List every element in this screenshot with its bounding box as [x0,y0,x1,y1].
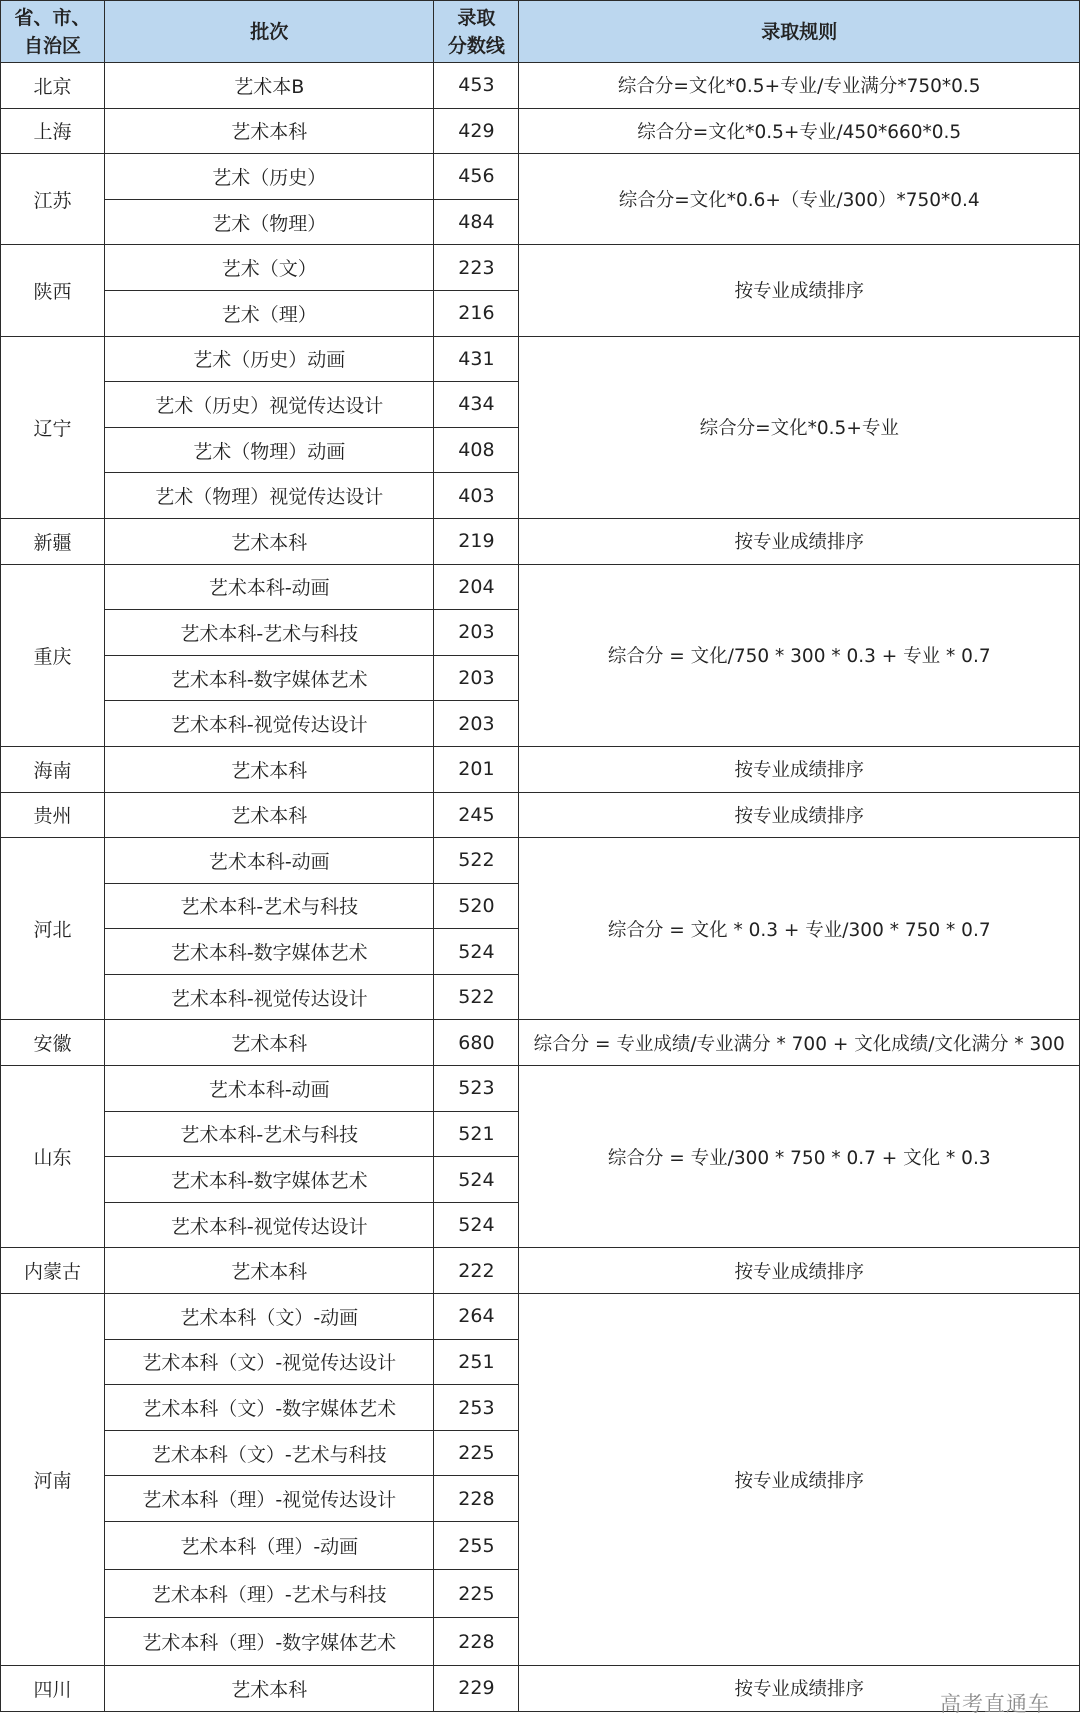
score-cell: 456 [434,154,519,200]
table-row [1,154,1080,200]
rule-cell: 综合分=文化*0.5+专业/450*660*0.5 [519,108,1080,154]
score-cell: 219 [434,518,519,564]
province-cell: 四川 [1,1666,105,1712]
table-row [1,518,1080,564]
rule-cell: 综合分 = 专业成绩/专业满分 * 700 + 文化成绩/文化满分 * 300 [519,1020,1080,1066]
rule-cell: 按专业成绩排序 [519,792,1080,838]
province-cell: 山东 [1,1066,105,1248]
rule-cell: 按专业成绩排序 [519,1666,1080,1712]
batch-cell: 艺术（物理）视觉传达设计 [105,473,434,519]
rule-cell: 按专业成绩排序 [519,518,1080,564]
batch-cell: 艺术（文） [105,245,434,291]
score-cell: 204 [434,564,519,610]
score-cell: 225 [434,1570,519,1618]
province-cell: 陕西 [1,245,105,336]
score-cell: 229 [434,1666,519,1712]
province-cell: 安徽 [1,1020,105,1066]
rule-cell: 按专业成绩排序 [519,245,1080,336]
table-header-row [1,1,1080,63]
batch-cell: 艺术（历史）动画 [105,336,434,382]
score-cell: 245 [434,792,519,838]
batch-cell: 艺术本科（理）-数字媒体艺术 [105,1618,434,1666]
score-cell: 524 [434,1157,519,1203]
province-cell: 北京 [1,63,105,109]
batch-cell: 艺术本科 [105,108,434,154]
score-cell: 521 [434,1111,519,1157]
batch-cell: 艺术本科（文）-视觉传达设计 [105,1339,434,1385]
province-cell: 江苏 [1,154,105,245]
score-cell: 228 [434,1618,519,1666]
province-cell: 新疆 [1,518,105,564]
table-row [1,746,1080,792]
table-body [1,63,1080,1712]
rule-cell: 按专业成绩排序 [519,1248,1080,1294]
header-score: 录取 分数线 [434,1,519,63]
batch-cell: 艺术本科-数字媒体艺术 [105,1157,434,1203]
batch-cell: 艺术（物理）动画 [105,427,434,473]
batch-cell: 艺术本科 [105,792,434,838]
table-row [1,108,1080,154]
province-cell: 海南 [1,746,105,792]
header-province: 省、市、 自治区 [1,1,105,63]
batch-cell: 艺术（理） [105,290,434,336]
score-cell: 429 [434,108,519,154]
table-row [1,1248,1080,1294]
table-row [1,1666,1080,1712]
batch-cell: 艺术本科-动画 [105,838,434,884]
score-cell: 520 [434,883,519,929]
table-row [1,1020,1080,1066]
score-cell: 201 [434,746,519,792]
batch-cell: 艺术本科 [105,1248,434,1294]
score-cell: 524 [434,1202,519,1248]
table-row [1,1066,1080,1112]
batch-cell: 艺术本科（文）-艺术与科技 [105,1430,434,1476]
score-cell: 216 [434,290,519,336]
score-cell: 523 [434,1066,519,1112]
score-cell: 680 [434,1020,519,1066]
rule-cell: 按专业成绩排序 [519,1294,1080,1666]
score-cell: 434 [434,382,519,428]
score-cell: 203 [434,610,519,656]
batch-cell: 艺术本科 [105,746,434,792]
batch-cell: 艺术本科-数字媒体艺术 [105,655,434,701]
batch-cell: 艺术本科-视觉传达设计 [105,701,434,747]
batch-cell: 艺术本科-艺术与科技 [105,883,434,929]
score-cell: 408 [434,427,519,473]
batch-cell: 艺术本科-艺术与科技 [105,610,434,656]
batch-cell: 艺术（历史） [105,154,434,200]
rule-cell: 综合分=文化*0.5+专业/专业满分*750*0.5 [519,63,1080,109]
batch-cell: 艺术本科（理）-动画 [105,1522,434,1570]
batch-cell: 艺术本科（理）-视觉传达设计 [105,1476,434,1522]
province-cell: 河南 [1,1294,105,1666]
province-cell: 内蒙古 [1,1248,105,1294]
score-cell: 403 [434,473,519,519]
watermark: 高考直通车 [940,1692,1050,1716]
score-cell: 225 [434,1430,519,1476]
batch-cell: 艺术本科-视觉传达设计 [105,1202,434,1248]
province-cell: 辽宁 [1,336,105,518]
score-cell: 264 [434,1294,519,1340]
rule-cell: 按专业成绩排序 [519,746,1080,792]
rule-cell: 综合分=文化*0.5+专业 [519,336,1080,518]
score-cell: 203 [434,701,519,747]
batch-cell: 艺术（历史）视觉传达设计 [105,382,434,428]
table-row [1,564,1080,610]
table-row [1,1294,1080,1340]
score-cell: 431 [434,336,519,382]
province-cell: 上海 [1,108,105,154]
rule-cell: 综合分 = 文化/750 * 300 * 0.3 + 专业 * 0.7 [519,564,1080,746]
batch-cell: 艺术本科-艺术与科技 [105,1111,434,1157]
batch-cell: 艺术本B [105,63,434,109]
batch-cell: 艺术本科（理）-艺术与科技 [105,1570,434,1618]
province-cell: 贵州 [1,792,105,838]
rule-cell: 综合分=文化*0.6+（专业/300）*750*0.4 [519,154,1080,245]
score-cell: 203 [434,655,519,701]
batch-cell: 艺术本科 [105,1020,434,1066]
province-cell: 河北 [1,838,105,1020]
header-batch: 批次 [105,1,434,63]
table-row [1,792,1080,838]
score-cell: 253 [434,1385,519,1431]
batch-cell: 艺术（物理） [105,199,434,245]
score-cell: 484 [434,199,519,245]
batch-cell: 艺术本科-动画 [105,1066,434,1112]
rule-cell: 综合分 = 专业/300 * 750 * 0.7 + 文化 * 0.3 [519,1066,1080,1248]
table-row [1,336,1080,382]
batch-cell: 艺术本科 [105,518,434,564]
score-cell: 524 [434,929,519,975]
batch-cell: 艺术本科（文）-数字媒体艺术 [105,1385,434,1431]
batch-cell: 艺术本科-视觉传达设计 [105,974,434,1020]
table-row [1,838,1080,884]
score-cell: 522 [434,838,519,884]
score-cell: 522 [434,974,519,1020]
score-cell: 255 [434,1522,519,1570]
table-row [1,63,1080,109]
rule-cell: 综合分 = 文化 * 0.3 + 专业/300 * 750 * 0.7 [519,838,1080,1020]
batch-cell: 艺术本科 [105,1666,434,1712]
score-cell: 222 [434,1248,519,1294]
score-cell: 251 [434,1339,519,1385]
score-cell: 223 [434,245,519,291]
batch-cell: 艺术本科-动画 [105,564,434,610]
table-row [1,245,1080,291]
score-cell: 228 [434,1476,519,1522]
batch-cell: 艺术本科-数字媒体艺术 [105,929,434,975]
province-cell: 重庆 [1,564,105,746]
batch-cell: 艺术本科（文）-动画 [105,1294,434,1340]
header-rule: 录取规则 [519,1,1080,63]
score-cell: 453 [434,63,519,109]
